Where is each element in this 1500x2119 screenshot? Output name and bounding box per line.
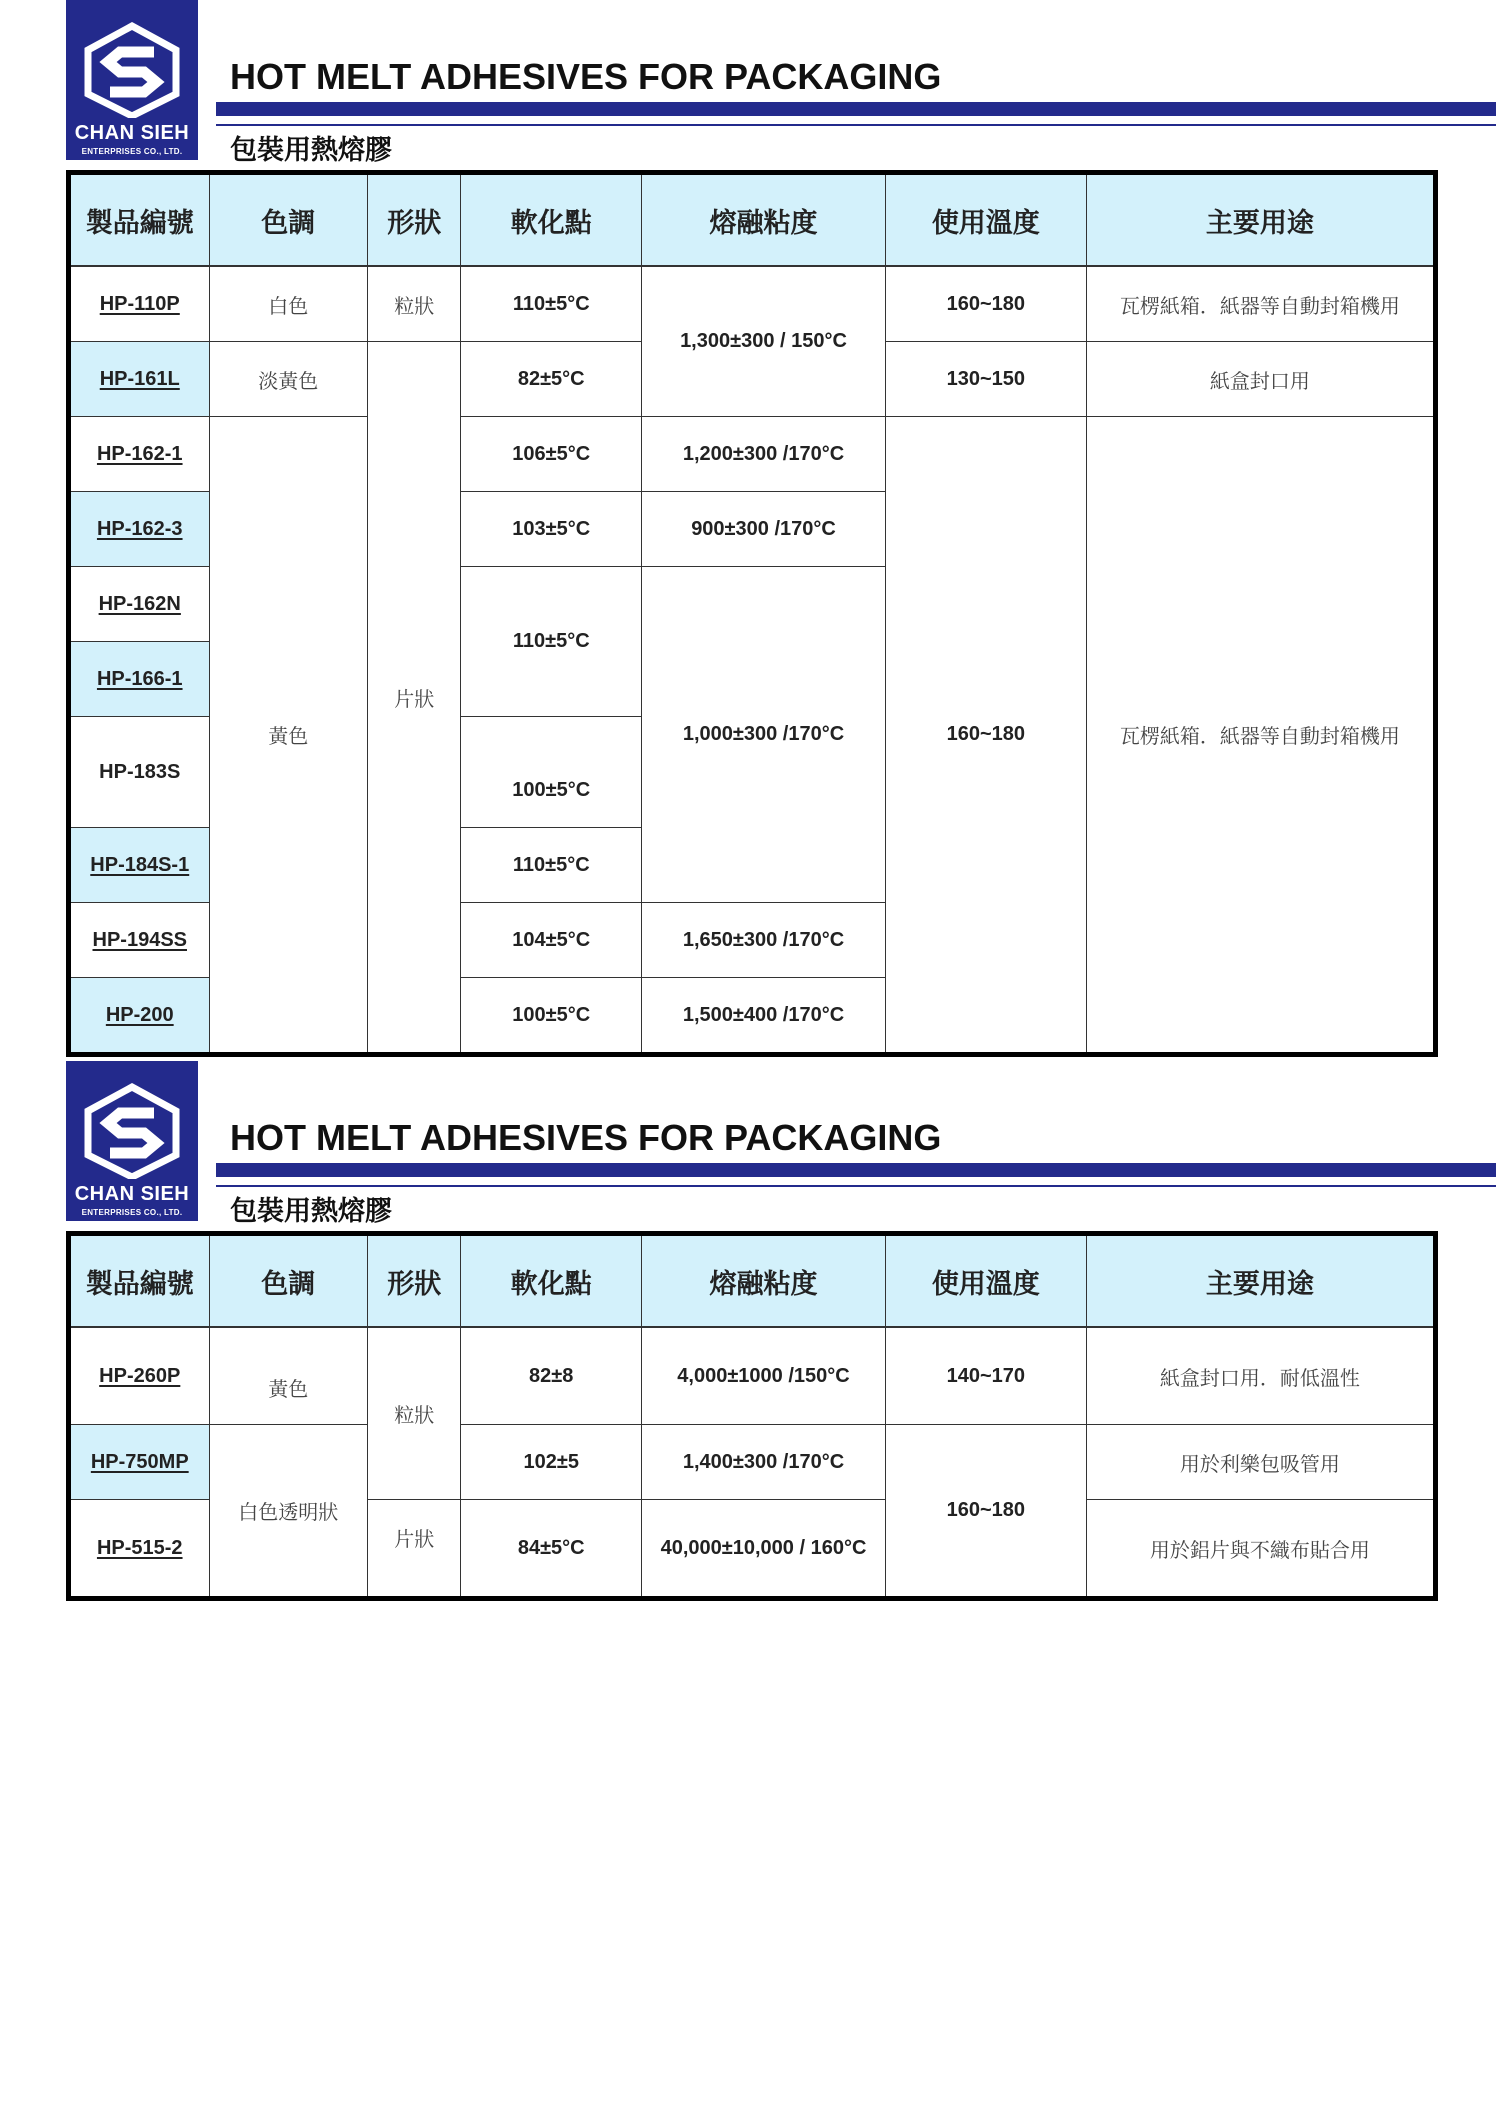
- temp-cell: 160~180: [885, 417, 1086, 1055]
- product-code-link[interactable]: HP-200: [69, 978, 210, 1055]
- col-header-color: 色調: [209, 173, 368, 267]
- usage-cell: 瓦楞紙箱．紙器等自動封箱機用: [1086, 417, 1435, 1055]
- softening-cell: 100±5°C: [461, 717, 642, 828]
- usage-cell: 紙盒封口用: [1086, 342, 1435, 417]
- title-rule-thin: [216, 1185, 1496, 1187]
- color-cell: 白色: [209, 266, 368, 342]
- col-header-softening: 軟化點: [461, 173, 642, 267]
- usage-cell: 紙盒封口用．耐低溫性: [1086, 1327, 1435, 1425]
- table-row: [69, 1425, 1436, 1500]
- col-header-shape: 形狀: [368, 1234, 461, 1328]
- page-subtitle: 包裝用熱熔膠: [230, 1196, 392, 1227]
- spec-table-2: [66, 1231, 1438, 1601]
- softening-cell: 84±5°C: [461, 1500, 642, 1599]
- color-cell: 黃色: [209, 1327, 368, 1425]
- viscosity-cell: 4,000±1000 /150°C: [642, 1327, 886, 1425]
- viscosity-cell: 900±300 /170°C: [642, 492, 886, 567]
- viscosity-cell: 1,500±400 /170°C: [642, 978, 886, 1055]
- page-title: HOT MELT ADHESIVES FOR PACKAGING: [230, 56, 942, 97]
- shape-cell: 粒狀: [368, 266, 461, 342]
- viscosity-cell: 1,300±300 / 150°C: [642, 266, 886, 417]
- col-header-viscosity: 熔融粘度: [642, 1234, 886, 1328]
- col-header-usage: 主要用途: [1086, 1234, 1435, 1328]
- logo-emblem-icon: [80, 1083, 184, 1179]
- logo-emblem-icon: [80, 22, 184, 118]
- product-code-link[interactable]: HP-161L: [69, 342, 210, 417]
- logo-subtitle: ENTERPRISES CO., LTD.: [81, 1208, 183, 1217]
- logo-subtitle: ENTERPRISES CO., LTD.: [81, 147, 183, 156]
- viscosity-cell: 1,200±300 /170°C: [642, 417, 886, 492]
- softening-cell: 106±5°C: [461, 417, 642, 492]
- col-header-temp: 使用溫度: [885, 173, 1086, 267]
- page-title: HOT MELT ADHESIVES FOR PACKAGING: [230, 1117, 942, 1158]
- viscosity-cell: 40,000±10,000 / 160°C: [642, 1500, 886, 1599]
- softening-cell: 104±5°C: [461, 903, 642, 978]
- softening-cell: 110±5°C: [461, 567, 642, 717]
- softening-cell: 103±5°C: [461, 492, 642, 567]
- page-subtitle: 包裝用熱熔膠: [230, 135, 392, 166]
- col-header-code: 製品編號: [69, 173, 210, 267]
- temp-cell: 140~170: [885, 1327, 1086, 1425]
- product-code-link[interactable]: HP-162N: [69, 567, 210, 642]
- product-code-link[interactable]: HP-194SS: [69, 903, 210, 978]
- spec-table-1: [66, 170, 1438, 1057]
- product-code-link[interactable]: HP-162-1: [69, 417, 210, 492]
- softening-cell: 82±5°C: [461, 342, 642, 417]
- product-code-link[interactable]: HP-750MP: [69, 1425, 210, 1500]
- product-code-link[interactable]: HP-166-1: [69, 642, 210, 717]
- usage-cell: 用於鋁片與不織布貼合用: [1086, 1500, 1435, 1599]
- shape-cell: 片狀: [368, 1500, 461, 1599]
- col-header-viscosity: 熔融粘度: [642, 173, 886, 267]
- company-logo: [66, 1061, 198, 1221]
- col-header-color: 色調: [209, 1234, 368, 1328]
- softening-cell: 110±5°C: [461, 266, 642, 342]
- title-rule-thick: [216, 102, 1496, 116]
- product-code-link[interactable]: HP-162-3: [69, 492, 210, 567]
- col-header-usage: 主要用途: [1086, 173, 1435, 267]
- col-header-shape: 形狀: [368, 173, 461, 267]
- softening-cell: 82±8: [461, 1327, 642, 1425]
- product-code-link[interactable]: HP-110P: [69, 266, 210, 342]
- softening-cell: 110±5°C: [461, 828, 642, 903]
- table-header-row: [69, 1234, 1436, 1328]
- product-code-link[interactable]: HP-260P: [69, 1327, 210, 1425]
- shape-cell: 片狀: [368, 342, 461, 1055]
- viscosity-cell: 1,400±300 /170°C: [642, 1425, 886, 1500]
- company-logo: [66, 0, 198, 160]
- softening-cell: 102±5: [461, 1425, 642, 1500]
- logo-name: CHAN SIEH: [74, 1183, 190, 1205]
- color-cell: 黃色: [209, 417, 368, 1055]
- shape-cell: 粒狀: [368, 1327, 461, 1500]
- color-cell: 淡黃色: [209, 342, 368, 417]
- title-rule-thin: [216, 124, 1496, 126]
- table-row: [69, 417, 1436, 492]
- col-header-softening: 軟化點: [461, 1234, 642, 1328]
- table-header-row: [69, 173, 1436, 267]
- title-rule-thick: [216, 1163, 1496, 1177]
- color-cell: 白色透明狀: [209, 1425, 368, 1599]
- table-row: [69, 1327, 1436, 1425]
- table-row: [69, 266, 1436, 342]
- viscosity-cell: 1,000±300 /170°C: [642, 567, 886, 903]
- temp-cell: 160~180: [885, 1425, 1086, 1599]
- logo-name: CHAN SIEH: [74, 122, 190, 144]
- product-code-link[interactable]: HP-515-2: [69, 1500, 210, 1599]
- softening-cell: 100±5°C: [461, 978, 642, 1055]
- temp-cell: 160~180: [885, 266, 1086, 342]
- viscosity-cell: 1,650±300 /170°C: [642, 903, 886, 978]
- product-code-link[interactable]: HP-184S-1: [69, 828, 210, 903]
- temp-cell: 130~150: [885, 342, 1086, 417]
- col-header-code: 製品編號: [69, 1234, 210, 1328]
- product-code-plain: HP-183S: [69, 717, 210, 828]
- col-header-temp: 使用溫度: [885, 1234, 1086, 1328]
- usage-cell: 用於利樂包吸管用: [1086, 1425, 1435, 1500]
- usage-cell: 瓦楞紙箱．紙器等自動封箱機用: [1086, 266, 1435, 342]
